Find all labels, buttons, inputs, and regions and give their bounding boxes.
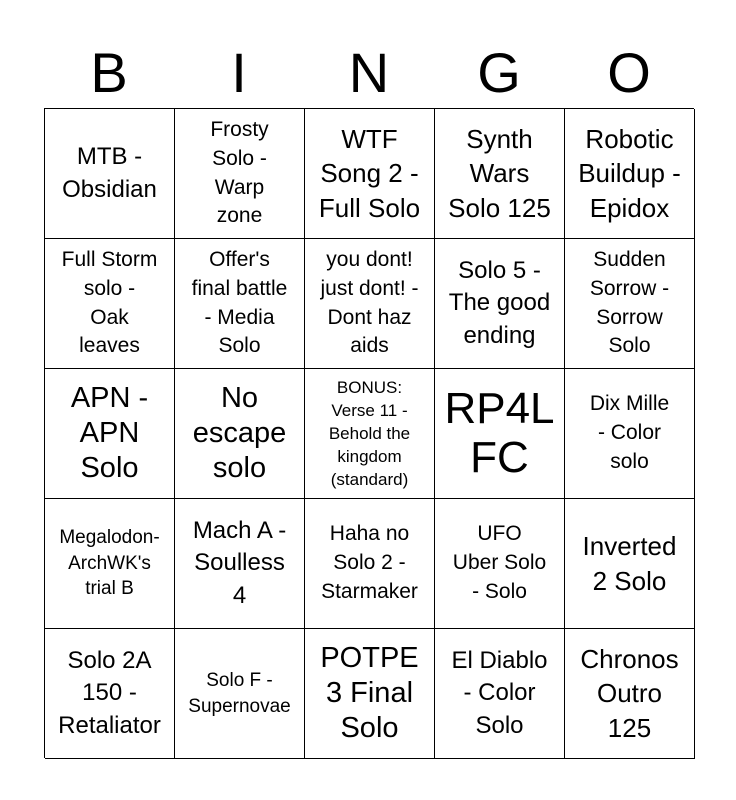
bingo-cell[interactable] — [45, 499, 175, 629]
bingo-cell[interactable] — [305, 499, 435, 629]
bingo-cell[interactable] — [175, 499, 305, 629]
header-letter-o: O — [607, 41, 651, 104]
bingo-board — [44, 108, 694, 758]
cell-text: Dix Mille - Color solo — [589, 392, 670, 473]
cell-text: MTB - Obsidian — [62, 143, 157, 203]
bingo-cell[interactable] — [565, 499, 695, 629]
bingo-cell[interactable] — [435, 109, 565, 239]
bingo-cell[interactable] — [305, 109, 435, 239]
cell-text: POTPE 3 Final Solo — [320, 642, 419, 744]
bingo-cell[interactable] — [435, 629, 565, 759]
bingo-cell[interactable] — [565, 239, 695, 369]
bingo-cell[interactable] — [565, 369, 695, 499]
bingo-header — [44, 40, 694, 106]
bingo-cell[interactable] — [175, 239, 305, 369]
bingo-cell[interactable] — [305, 369, 435, 499]
cell-text: UFO Uber Solo - Solo — [452, 522, 547, 603]
bingo-cell[interactable] — [175, 369, 305, 499]
bingo-cell[interactable] — [305, 629, 435, 759]
bingo-cell[interactable] — [175, 109, 305, 239]
header-letter-g: G — [477, 41, 521, 104]
bingo-cell[interactable] — [45, 629, 175, 759]
cell-text: Solo F - Supernovae — [188, 669, 291, 717]
header-letter-n: N — [348, 41, 390, 104]
header-letter-b: B — [90, 41, 128, 104]
cell-text: Offer's final battle - Media Solo — [191, 247, 288, 358]
cell-text: BONUS: Verse 11 - Behold the kingdom (standard) — [328, 377, 411, 490]
cell-text: Inverted 2 Solo — [582, 531, 677, 596]
cell-text: Chronos Outro 125 — [580, 644, 679, 743]
bingo-cell[interactable] — [305, 239, 435, 369]
bingo-cell[interactable] — [435, 369, 565, 499]
cell-text: RP4L FC — [444, 384, 555, 482]
bingo-cell[interactable] — [565, 109, 695, 239]
cell-text: Full Storm solo - Oak leaves — [61, 247, 158, 358]
bingo-cell[interactable] — [435, 499, 565, 629]
cell-text: Robotic Buildup - Epidox — [578, 124, 681, 223]
bingo-cell[interactable] — [45, 109, 175, 239]
bingo-cell[interactable] — [565, 629, 695, 759]
bingo-cell[interactable] — [175, 629, 305, 759]
cell-text: Solo 5 - The good ending — [448, 257, 551, 349]
cell-text: Solo 2A 150 - Retaliator — [58, 647, 161, 739]
cell-text: El Diablo - Color Solo — [451, 647, 548, 739]
cell-text: Sudden Sorrow - Sorrow Solo — [589, 247, 670, 358]
cell-text: Frosty Solo - Warp zone — [210, 117, 269, 228]
cell-text: APN - APN Solo — [70, 382, 149, 484]
bingo-cell[interactable] — [435, 239, 565, 369]
header-letter-i: I — [231, 41, 247, 104]
cell-text: Haha no Solo 2 - Starmaker — [321, 522, 418, 603]
cell-text: No escape solo — [192, 382, 287, 484]
cell-text: Megalodon- ArchWK's trial B — [59, 526, 160, 600]
bingo-cell[interactable] — [45, 369, 175, 499]
cell-text: Synth Wars Solo 125 — [448, 124, 551, 223]
cell-text: WTF Song 2 - Full Solo — [318, 124, 421, 223]
bingo-cell[interactable] — [45, 239, 175, 369]
cell-text: you dont! just dont! - Dont haz aids — [320, 247, 419, 358]
cell-text: Mach A - Soulless 4 — [192, 517, 287, 609]
